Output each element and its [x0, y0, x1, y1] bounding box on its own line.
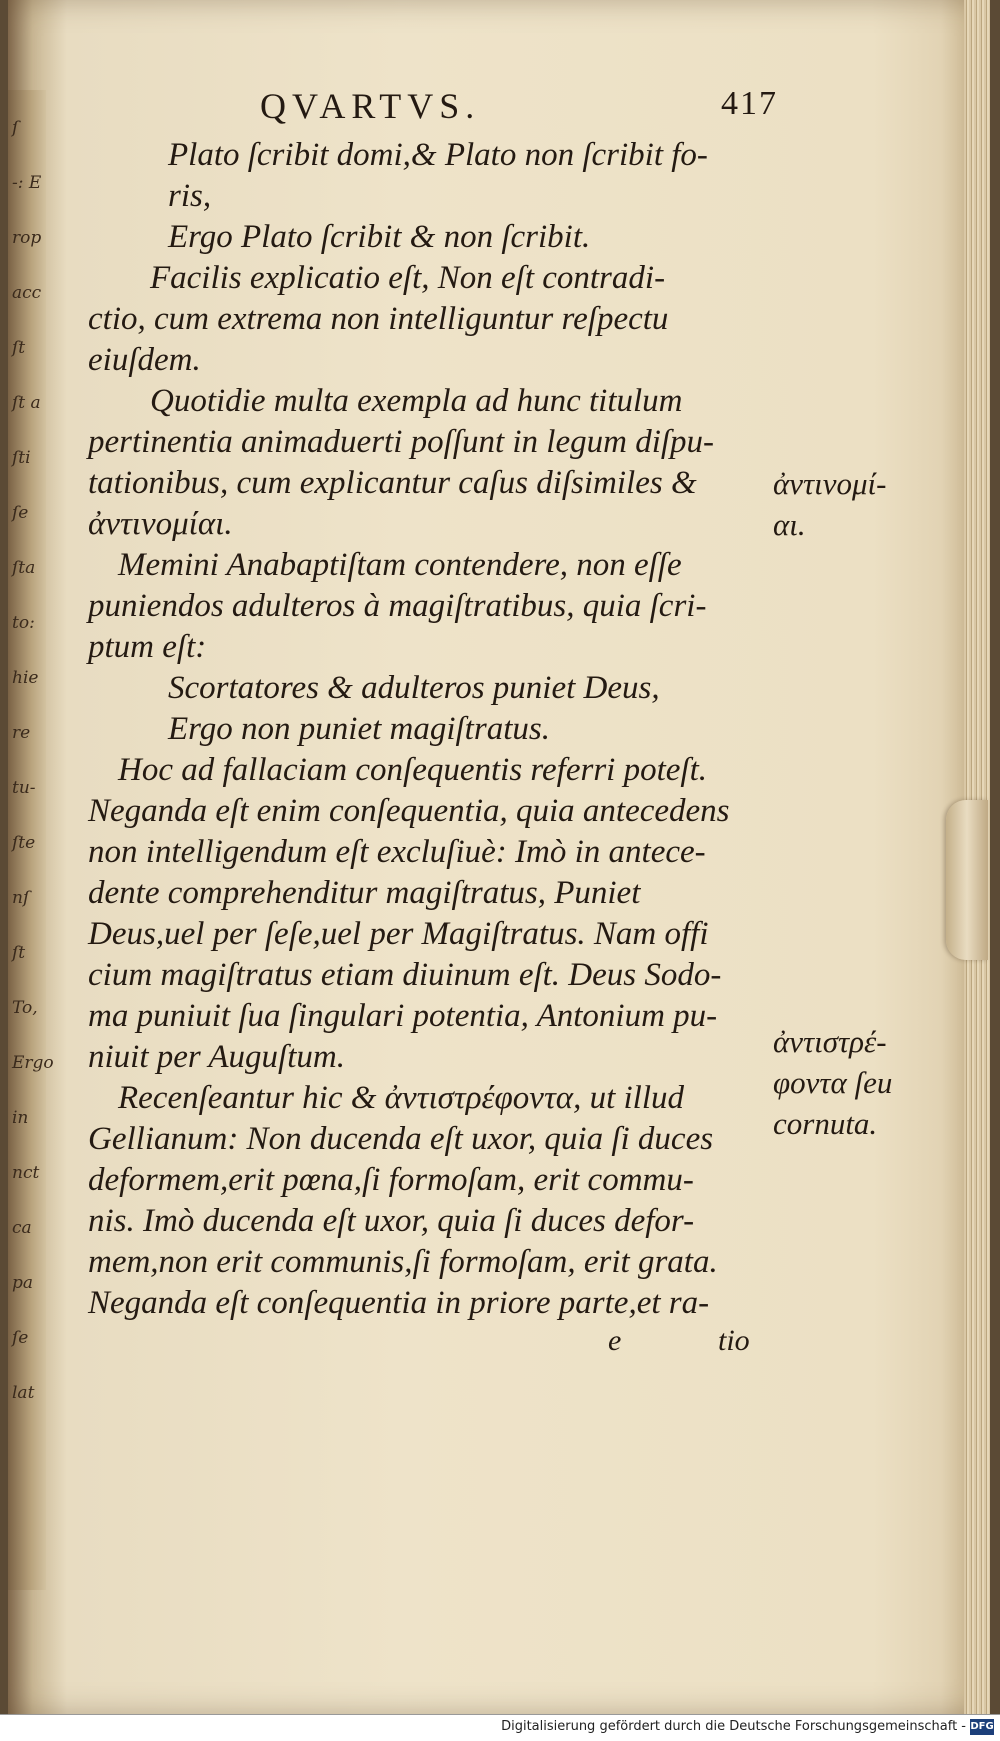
page-header [88, 85, 778, 135]
funding-credit: Digitalisierung gefördert durch die Deutsche Forschungsgemeinschaft - [501, 1719, 966, 1734]
facing-page-fragment: ſe [12, 503, 29, 523]
facing-page-fragment: in [12, 1108, 29, 1128]
facing-page-fragment: ſt [12, 943, 26, 963]
facing-page-fragment: ſta [12, 558, 36, 578]
margin-note-line: cornuta. [773, 1106, 878, 1141]
body-text [88, 135, 778, 1324]
text-line: tationibus, cum explicantur caſus diſsimiles & [88, 465, 697, 501]
page-text [88, 85, 778, 1365]
facing-page-fragment: lat [12, 1383, 35, 1403]
facing-page-fragment: rop [12, 228, 42, 248]
text-line: Gellianum: Non ducenda eſt uxor, quia ſi duces [88, 1121, 714, 1157]
margin-note-antinomiai [773, 463, 887, 545]
facing-page-fragment: nct [12, 1163, 40, 1183]
catchword-row [88, 1324, 778, 1365]
facing-page-fragment: hie [12, 668, 39, 688]
text-line: puniendos adulteros à magiſtratibus, quia ſcri- [88, 588, 707, 624]
text-line: deformem,erit pœna,ſi formoſam, erit commu- [88, 1162, 694, 1198]
margin-note-line: αι. [773, 507, 806, 542]
text-line: Quotidie multa exempla ad hunc titulum [150, 383, 683, 419]
text-line: ctio, cum extrema non intelliguntur reſpectu [88, 301, 669, 337]
margin-note-line: ἀντιστρέ- [773, 1024, 887, 1059]
running-head: QVARTVS. [260, 86, 481, 126]
margin-note-line: ἀντινομί- [773, 466, 887, 501]
facing-page-fragment: ſe [12, 1328, 29, 1348]
text-line: pertinentia animaduerti poſſunt in legum diſpu- [88, 424, 715, 460]
facing-page-fragment: ſt a [12, 393, 41, 413]
facing-page-fragment: ſ [12, 118, 19, 138]
facing-page-fragment: to: [12, 613, 35, 633]
text-line: non intelligendum eſt excluſiuè: Imò in antece- [88, 834, 706, 870]
facing-page-edge [8, 90, 54, 1590]
facing-page-fragment: ſti [12, 448, 31, 468]
text-line: Memini Anabaptiſtam contendere, non eſſe [118, 547, 682, 583]
page-number: 417 [721, 85, 778, 122]
text-line: niuit per Auguſtum. [88, 1039, 345, 1075]
margin-note-line: φοντα ſeu [773, 1065, 893, 1100]
book-page [8, 0, 990, 1715]
facing-page-fragment: To, [12, 998, 38, 1018]
text-line: Deus,uel per ſeſe,uel per Magiſtratus. Nam offi [88, 916, 709, 952]
dfg-logo: DFG [970, 1719, 994, 1735]
catchword: tio [718, 1324, 750, 1357]
binding-clasp [946, 800, 988, 960]
text-line: eiuſdem. [88, 342, 201, 378]
facing-page-fragment: nſ [12, 888, 30, 908]
text-line: cium magiſtratus etiam diuinum eſt. Deus Sodo- [88, 957, 722, 993]
signature-mark: e [608, 1324, 622, 1357]
text-line: ris, [168, 178, 212, 214]
text-line: ptum eſt: [88, 629, 207, 665]
facing-page-fragment: ſte [12, 833, 36, 853]
text-line: mem,non erit communis,ſi formoſam, erit grata. [88, 1244, 718, 1280]
footer-bar [0, 1714, 1000, 1741]
facing-page-fragment: acc [12, 283, 42, 303]
text-line: Plato ſcribit domi,& Plato non ſcribit fo- [168, 137, 708, 173]
text-line: Scortatores & adulteros puniet Deus, [168, 670, 660, 706]
margin-note-antistrephonta [773, 1021, 892, 1144]
text-line: Recenſeantur hic & ἀντιστρέφοντα, ut illud [118, 1080, 684, 1116]
text-line: Ergo non puniet magiſtratus. [168, 711, 550, 747]
facing-page-fragment: re [12, 723, 31, 743]
text-line: nis. Imò ducenda eſt uxor, quia ſi duces defor- [88, 1203, 695, 1239]
text-line: Neganda eſt enim conſequentia, quia antecedens [88, 793, 730, 829]
facing-page-fragment: ſt [12, 338, 26, 358]
text-line: dente comprehenditur magiſtratus, Puniet [88, 875, 641, 911]
text-line: Facilis explicatio eſt, Non eſt contradi- [150, 260, 666, 296]
text-line: Neganda eſt conſequentia in priore parte,et ra- [88, 1285, 710, 1321]
facing-page-fragment: -: E [12, 173, 42, 193]
text-line: Hoc ad fallaciam conſequentis referri poteſt. [118, 752, 708, 788]
text-line: ἀντινομίαι. [88, 506, 233, 542]
text-line: Ergo Plato ſcribit & non ſcribit. [168, 219, 591, 255]
text-line: ma puniuit ſua ſingulari potentia, Antonium pu- [88, 998, 718, 1034]
facing-page-fragment: tu- [12, 778, 36, 798]
facing-page-fragment: pa [12, 1273, 34, 1293]
facing-page-fragment: Ergo [12, 1053, 54, 1073]
facing-page-fragment: ca [12, 1218, 32, 1238]
